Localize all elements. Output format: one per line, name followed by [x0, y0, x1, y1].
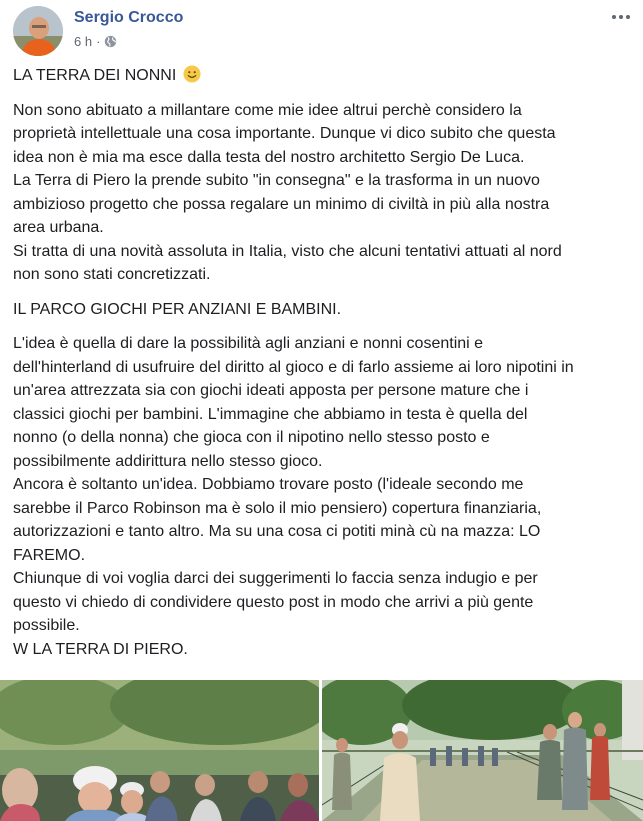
- text-line: autorizzazioni e tanto altro. Ma su una cosa ci potiti minà cù na mazza: LO: [13, 523, 541, 540]
- text-line: sarebbe il Parco Robinson ma è solo il mio pensiero) copertura finanziaria,: [13, 499, 542, 517]
- post-meta: [74, 34, 117, 49]
- text-line: proprietà intellettuale una cosa importante. Dunque vi dico subito che questa: [13, 125, 556, 142]
- text-line: area urbana.: [13, 219, 104, 236]
- text-line: idea non è mia ma esce dalla testa del nostro architetto Sergio De Luca.: [13, 148, 525, 166]
- photo-elderly-people[interactable]: [0, 680, 319, 821]
- paragraph-2: [13, 332, 638, 661]
- text-line: classici giochi per bambini. L'immagine che abbiamo in testa è quella del: [13, 405, 528, 423]
- text-line: IL PARCO GIOCHI PER ANZIANI E BAMBINI.: [13, 300, 342, 318]
- post-title: [13, 64, 638, 88]
- text-line: Non sono abituato a millantare come mie idee altrui perchè considero la: [13, 101, 522, 119]
- paragraph-1: [13, 99, 638, 287]
- post-title-text: LA TERRA DEI NONNI: [13, 67, 177, 84]
- post-time[interactable]: 6 h: [74, 34, 93, 49]
- text-line: ambizioso progetto che possa regalare un minimo di civiltà in più alla nostra: [13, 195, 550, 213]
- text-line: Ancora è soltanto un'idea. Dobbiamo trovare posto (l'ideale secondo me: [13, 476, 524, 493]
- post-header: [13, 6, 643, 54]
- text-line: questo vi chiedo di condividere questo post in modo che arrivi a più gente: [13, 593, 534, 611]
- text-line: Chiunque di voi voglia darci dei suggerimenti lo faccia senza indugio e per: [13, 570, 538, 587]
- post-text: [13, 64, 638, 672]
- more-options-icon[interactable]: [611, 12, 631, 22]
- globe-icon: [104, 35, 117, 48]
- post-photos: [0, 680, 643, 821]
- text-line: L'idea è quella di dare la possibilità agli anziani e nonni cosentini e: [13, 335, 484, 352]
- text-line: possibilmente addirittura nello stesso gioco.: [13, 452, 323, 470]
- text-line: dell'hinterland di usufruire del diritto al gioco e di farlo assieme ai loro nipotini in: [13, 358, 574, 376]
- text-line: La Terra di Piero la prende subito "in consegna" e la trasforma in un nuovo: [13, 172, 540, 189]
- photo-bocce-court[interactable]: [322, 680, 643, 821]
- text-line: FAREMO.: [13, 546, 86, 564]
- text-line: W LA TERRA DI PIERO.: [13, 640, 188, 658]
- text-line: non sono stati concretizzati.: [13, 266, 211, 283]
- text-line: possibile.: [13, 617, 80, 634]
- smile-emoji-icon: [183, 65, 201, 83]
- text-line: Si tratta di una novità assoluta in Italia, visto che alcuni tentativi attuati al nord: [13, 242, 562, 260]
- author-name[interactable]: Sergio Crocco: [74, 9, 184, 26]
- meta-separator: ·: [96, 34, 101, 49]
- paragraph-heading: [13, 298, 638, 322]
- text-line: nonno (o della nonna) che gioca con il nipotino nello stesso posto e: [13, 429, 490, 446]
- avatar[interactable]: [13, 6, 63, 56]
- text-line: un'area attrezzata sia con giochi ideati apposta per persone mature che i: [13, 382, 529, 399]
